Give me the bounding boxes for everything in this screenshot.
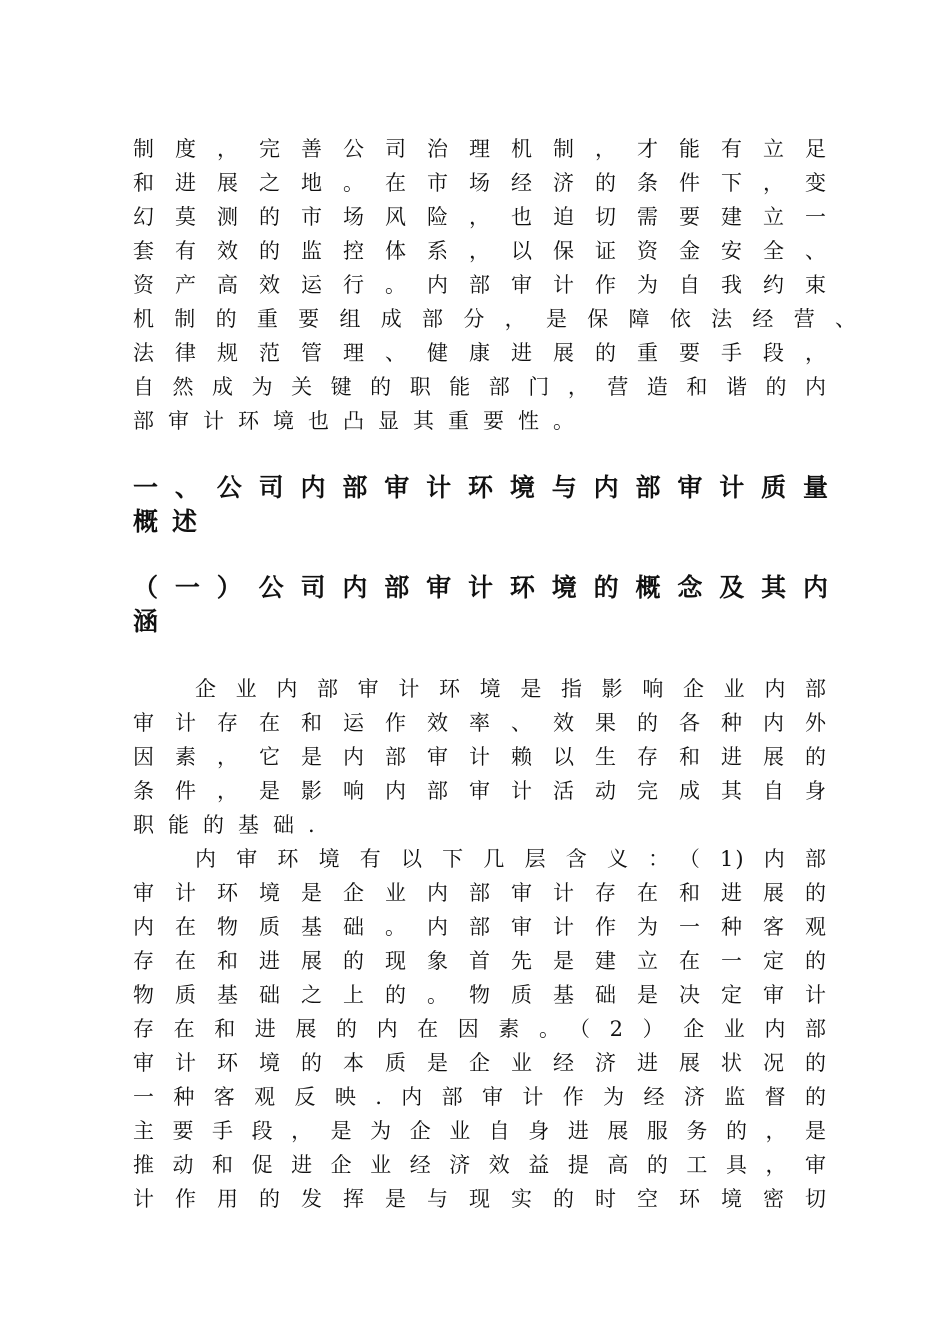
text-line: 审计存在和运作效率、效果的各种内外 xyxy=(133,711,828,735)
text-line: 套有效的监控体系，以保证资金安全、 xyxy=(133,239,828,263)
text-line: 一种客观反映.内部审计作为经济监督的 xyxy=(133,1085,828,1109)
text-line: 条件，是影响内部审计活动完成其自身 xyxy=(133,779,828,803)
text-line: 机制的重要组成部分，是保障依法经营、 xyxy=(133,307,858,331)
text-line: 企业内部审计环境是指影响企业内部 xyxy=(195,677,828,701)
text-line: 因素，它是内部审计赖以生存和进展的 xyxy=(133,745,828,769)
subsection-heading: （一）公司内部审计环境的概念及其内 xyxy=(133,573,828,602)
section-heading-continued: 概述 xyxy=(133,507,212,536)
text-line: 内在物质基础。内部审计作为一种客观 xyxy=(133,915,828,939)
text-line: 审计环境是企业内部审计存在和进展的 xyxy=(133,881,828,905)
text-line: 幻莫测的市场风险，也迫切需要建立一 xyxy=(133,205,828,229)
subsection-heading-continued: 涵 xyxy=(133,607,173,636)
section-heading: 一、公司内部审计环境与内部审计质量 xyxy=(133,473,828,502)
text-line: 物质基础之上的。物质基础是决定审计 xyxy=(133,983,828,1007)
text-line: 资产高效运行。内部审计作为自我约束 xyxy=(133,273,828,297)
text-line: 制度，完善公司治理机制，才能有立足 xyxy=(133,137,828,161)
text-line: 法律规范管理、健康进展的重要手段， xyxy=(133,341,828,365)
text-line: 推动和促进企业经济效益提高的工具，审 xyxy=(133,1153,828,1177)
text-line: 审计环境的本质是企业经济进展状况的 xyxy=(133,1051,828,1075)
text-line: 计作用的发挥是与现实的时空环境密切 xyxy=(133,1187,828,1211)
text-line: 职能的基础. xyxy=(133,813,329,837)
text-line: 存在和进展的内在因素。（2）企业内部 xyxy=(133,1017,828,1041)
text-line: 和进展之地。在市场经济的条件下，变 xyxy=(133,171,828,195)
text-line: 主要手段，是为企业自身进展服务的，是 xyxy=(133,1119,828,1143)
text-line: 存在和进展的现象首先是建立在一定的 xyxy=(133,949,828,973)
text-line: 内审环境有以下几层含义：（1)内部 xyxy=(195,847,828,871)
text-line: 部审计环境也凸显其重要性。 xyxy=(133,409,588,433)
text-line: 自然成为关键的职能部门，营造和谐的内 xyxy=(133,375,828,399)
